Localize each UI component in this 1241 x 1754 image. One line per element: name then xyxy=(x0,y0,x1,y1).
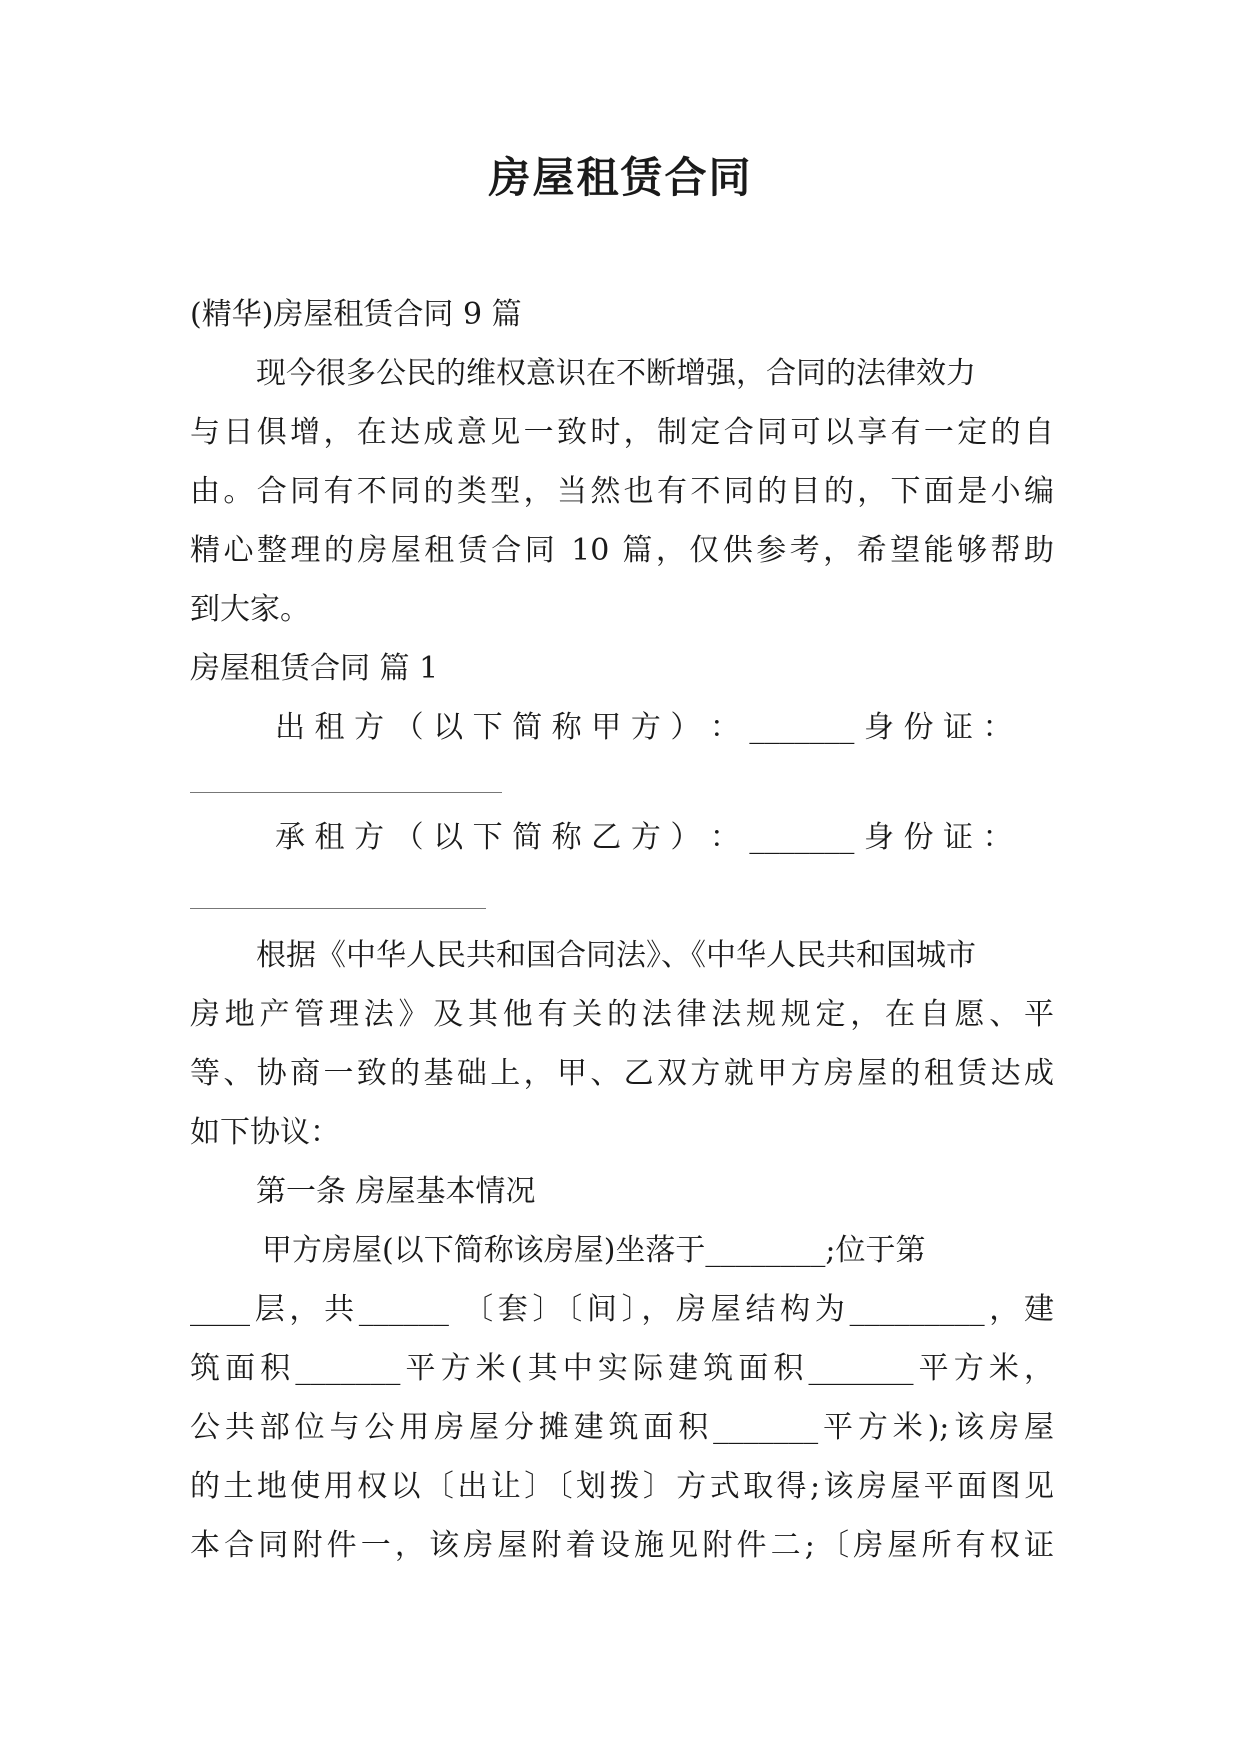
basis-line-1: 根据《中华人民共和国合同法》、《中华人民共和国城市 xyxy=(256,938,976,973)
article1-line-1: 甲方房屋(以下简称该房屋)坐落于________;位于第 xyxy=(262,1233,926,1268)
intro-line-2: 与日俱增，在达成意见一致时，制定合同可以享有一定的自 xyxy=(190,415,1054,450)
party-a-id-blank xyxy=(190,792,502,793)
basis-line-4: 如下协议： xyxy=(190,1115,340,1150)
intro-line-4: 精心整理的房屋租赁合同 10 篇，仅供参考，希望能够帮助 xyxy=(190,533,1054,568)
basis-line-3: 等、协商一致的基础上，甲、乙双方就甲方房屋的租赁达成 xyxy=(190,1056,1054,1091)
basis-line-2: 房地产管理法》及其他有关的法律法规规定，在自愿、平 xyxy=(190,997,1054,1032)
article1-line-6: 本合同附件一，该房屋附着设施见附件二;〔房屋所有权证 xyxy=(190,1528,1054,1563)
intro-line-1: 现今很多公民的维权意识在不断增强，合同的法律效力 xyxy=(256,356,976,391)
party-a-line: 出 租 方 （ 以 下 简 称 甲 方 ） ： _______ 身 份 证 ： xyxy=(275,710,1013,745)
section-heading: 房屋租赁合同 篇 1 xyxy=(190,651,439,686)
document-subtitle: (精华)房屋租赁合同 9 篇 xyxy=(190,297,522,332)
article1-line-5: 的土地使用权以〔出让〕〔划拨〕方式取得;该房屋平面图见 xyxy=(190,1469,1054,1504)
article1-line-4: 公共部位与公用房屋分摊建筑面积_______平方米);该房屋 xyxy=(190,1410,1054,1445)
document-title: 房屋租赁合同 xyxy=(488,153,753,202)
party-b-id-blank xyxy=(190,908,486,909)
party-b-line: 承 租 方 （ 以 下 简 称 乙 方 ） ： _______ 身 份 证 ： xyxy=(275,820,1013,855)
article1-line-2: ____层，共______ 〔套〕〔间〕，房屋结构为_________，建 xyxy=(190,1292,1054,1327)
article1-heading: 第一条 房屋基本情况 xyxy=(256,1174,536,1209)
intro-line-5: 到大家。 xyxy=(190,592,310,627)
intro-line-3: 由。合同有不同的类型，当然也有不同的目的，下面是小编 xyxy=(190,474,1054,509)
article1-line-3: 筑面积_______平方米(其中实际建筑面积_______平方米， xyxy=(190,1351,1054,1386)
